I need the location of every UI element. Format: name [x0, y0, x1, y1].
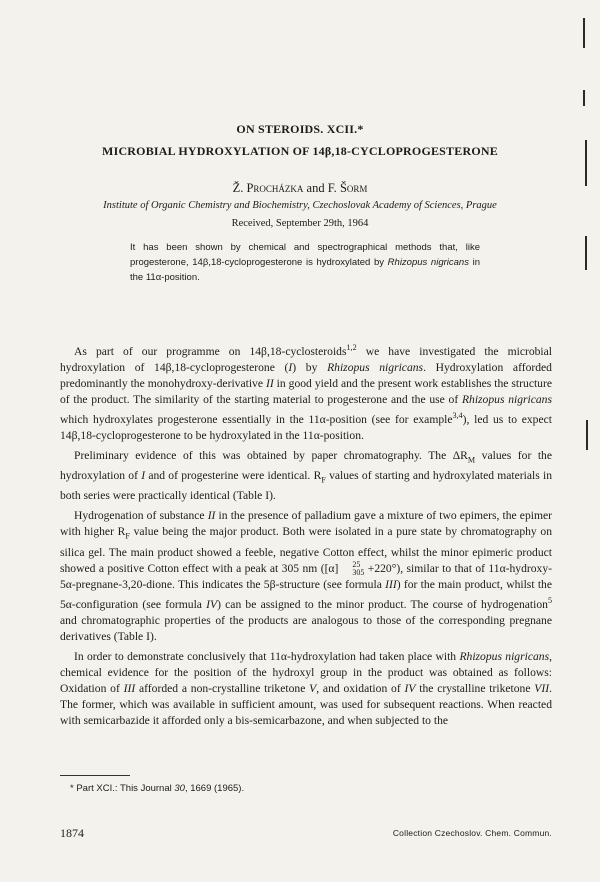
paragraph: In order to demonstrate conclusively that 11α-hydroxylation had taken place with Rhizopus nigricans, chemical evidence for the position of the hydroxyl group in the product was obtained as follows: Oxidation of III afforded a non-crystalline triketone V, and oxidation of IV the crystalline triketone VII. The former, which was available in sufficient amount, was used for subsequent reactions. When reacted with semicarbazide it afforded only a bis-semicarbazone, and when subjected to the [60, 649, 552, 727]
scan-edge-mark [583, 18, 585, 48]
body-text [60, 340, 552, 733]
scan-edge-mark [585, 236, 587, 270]
page-number: 1874 [60, 826, 84, 840]
author2-initial: F. [327, 181, 337, 195]
author2-surname: Šorm [339, 181, 368, 195]
scan-edge-mark [586, 420, 588, 450]
organism-name: Rhizopus nigricans [387, 257, 469, 268]
author-join: and [306, 181, 325, 195]
paragraph: As part of our programme on 14β,18-cyclosteroids$^{1,2}$ we have investigated the microbial hydroxylation of 14β,18-cycloprogesterone (I) by Rhizopus nigricans. Hydroxylation afforded predominantly the monohydroxy-derivative II in good yield and the present work establishes the structure of the product. The similarity of the starting material to progesterone and the use of Rhizopus nigricans which hydroxylates progesterone essentially in the 11α-position (see for example$^{3,4}$), led us to expect 14β,18-cycloprogesterone to be hydroxylated in the 11α-position. [60, 343, 553, 442]
received-date: Received, September 29th, 1964 [231, 218, 369, 229]
abstract: It has been shown by chemical and spectrographical methods that, like progesterone, 14β,18-cycloprogesterone is hydroxylated by Rhizopus nigricans in the 11α-position. [130, 242, 480, 283]
authors [60, 181, 540, 196]
scan-edge-mark [585, 140, 587, 186]
author1-initial: Ž. [232, 181, 244, 195]
paper-title: MICROBIAL HYDROXYLATION OF 14β,18-CYCLOPROGESTERONE [102, 144, 498, 158]
footnote-rule [60, 775, 130, 776]
author1-surname: Procházka [246, 181, 304, 195]
paragraph: Preliminary evidence of this was obtained by paper chromatography. The $\Delta R_M$ values for the hydroxylation of I and of progesterine were identical. $R_F$ values of starting and hydroxylated materials in both series were practically identical (Table I). [60, 448, 553, 503]
series-title: ON STEROIDS. XCII.* [236, 122, 364, 136]
institute: Institute of Organic Chemistry and Biochemistry, Czechoslovak Academy of Sciences, Prague [103, 200, 497, 211]
journal-name: Collection Czechoslov. Chem. Commun. [392, 828, 552, 838]
footnote: * Part XCI.: This Journal 30, 1669 (1965). [70, 783, 245, 794]
paragraph: Hydrogenation of substance II in the presence of palladium gave a mixture of two epimers, the epimer with higher $R_F$ value being the major product. Both were isolated in a pure state by chromatography on silica gel. The main product showed a feeble, negative Cotton effect, whilst the minor epimeric product showed a positive Cotton effect with a peak at 305 nm ([α] 25 305 +220°), similar to that of 11α-hydroxy-5α-pregnane-3,20-dione. This indicates the 5β-structure (see formula III) for the main product, whilst the 5α-configuration (see formula IV) can be assigned to the minor product. The course of hydrogenation$^5$ and chromatographic properties of the products are analogous to those of the corresponding pregnane derivatives (Table I). [60, 509, 553, 643]
scan-edge-mark [583, 90, 585, 106]
